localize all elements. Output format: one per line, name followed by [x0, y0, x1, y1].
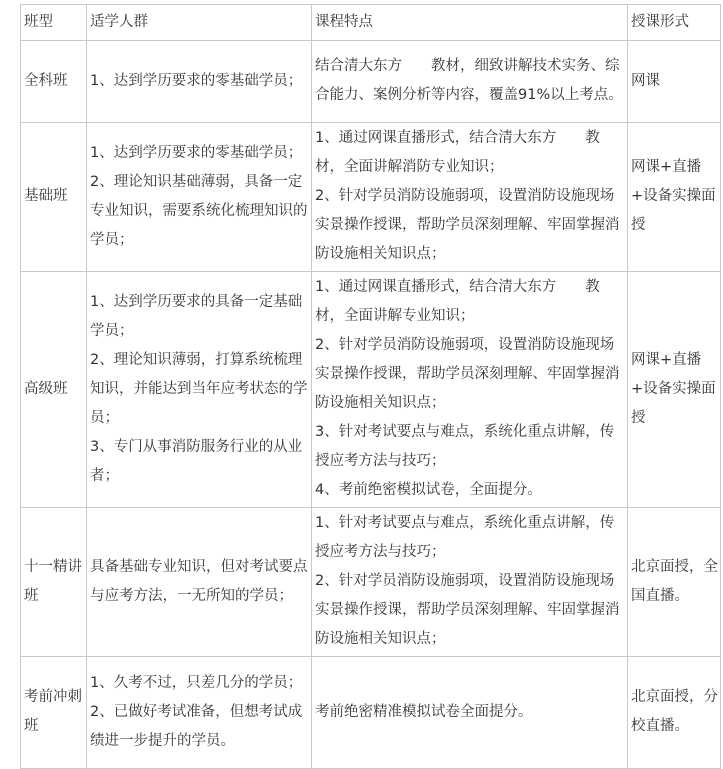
features-cell [312, 272, 628, 508]
class-type: 全科班 [21, 41, 87, 123]
features-cell [312, 123, 628, 272]
audience-cell [87, 272, 312, 508]
format-cell: 网课+直播+设备实操面授 [628, 272, 721, 508]
features-cell [312, 41, 628, 123]
audience-item: 2、已做好考试准备，但想考试成绩进一步提升的学员。 [90, 703, 303, 749]
class-type: 基础班 [21, 123, 87, 272]
class-type: 考前冲刺班 [21, 657, 87, 769]
audience-cell [87, 123, 312, 272]
course-table [20, 4, 721, 769]
feature-item: 2、针对学员消防设施弱项，设置消防设施现场实景操作授课，帮助学员深刻理解、牢固掌握消防设施相关知识点； [315, 188, 620, 262]
header-format: 授课形式 [628, 5, 721, 41]
header-class-type: 班型 [21, 5, 87, 41]
audience-item: 2、理论知识基础薄弱，具备一定专业知识，需要系统化梳理知识的学员； [90, 173, 308, 248]
feature-item: 3、针对考试要点与难点，系统化重点讲解，传授应考方法与技巧； [315, 424, 615, 469]
audience-item: 1、达到学历要求的零基础学员； [90, 72, 303, 89]
audience-item: 2、理论知识薄弱，打算系统梳理知识，并能达到当年应考状态的学员； [90, 351, 308, 426]
audience-item: 3、专门从事消防服务行业的从业者； [90, 438, 303, 484]
table-row [21, 123, 721, 272]
header-audience: 适学人群 [87, 5, 312, 41]
audience-item: 具备基础专业知识，但对考试要点与应考方法，一无所知的学员； [90, 558, 308, 604]
format-cell: 网课 [628, 41, 721, 123]
feature-item: 2、针对学员消防设施弱项，设置消防设施现场实景操作授课，帮助学员深刻理解、牢固掌握消防设施相关知识点； [315, 337, 620, 411]
audience-item: 1、达到学历要求的具备一定基础学员； [90, 293, 303, 339]
header-features: 课程特点 [312, 5, 628, 41]
table-row [21, 508, 721, 657]
class-type: 十一精讲班 [21, 508, 87, 657]
format-cell: 网课+直播+设备实操面授 [628, 123, 721, 272]
table-row [21, 41, 721, 123]
features-cell [312, 508, 628, 657]
feature-item: 4、考前绝密模拟试卷，全面提分。 [315, 482, 542, 498]
class-type: 高级班 [21, 272, 87, 508]
feature-item: 2、针对学员消防设施弱项，设置消防设施现场实景操作授课，帮助学员深刻理解、牢固掌握消防设施相关知识点； [315, 573, 620, 647]
format-cell: 北京面授，分校直播。 [628, 657, 721, 769]
format-cell: 北京面授，全国直播。 [628, 508, 721, 657]
audience-item: 1、久考不过，只差几分的学员； [90, 674, 303, 691]
audience-cell [87, 41, 312, 123]
feature-item: 1、针对考试要点与难点，系统化重点讲解，传授应考方法与技巧； [315, 515, 615, 560]
feature-item: 1、通过网课直播形式，结合清大东方 教材，全面讲解消防专业知识； [315, 130, 600, 175]
table-row [21, 657, 721, 769]
audience-cell [87, 657, 312, 769]
features-cell [312, 657, 628, 769]
audience-cell [87, 508, 312, 657]
header-row [21, 5, 721, 41]
table-row [21, 272, 721, 508]
feature-item: 考前绝密精准模拟试卷全面提分。 [315, 703, 533, 720]
feature-item: 1、通过网课直播形式，结合清大东方 教材，全面讲解专业知识； [315, 279, 600, 324]
feature-item: 结合清大东方 教材，细致讲解技术实务、综合能力、案例分析等内容，覆盖91%以上考点。 [315, 58, 623, 103]
audience-item: 1、达到学历要求的零基础学员； [90, 144, 303, 161]
